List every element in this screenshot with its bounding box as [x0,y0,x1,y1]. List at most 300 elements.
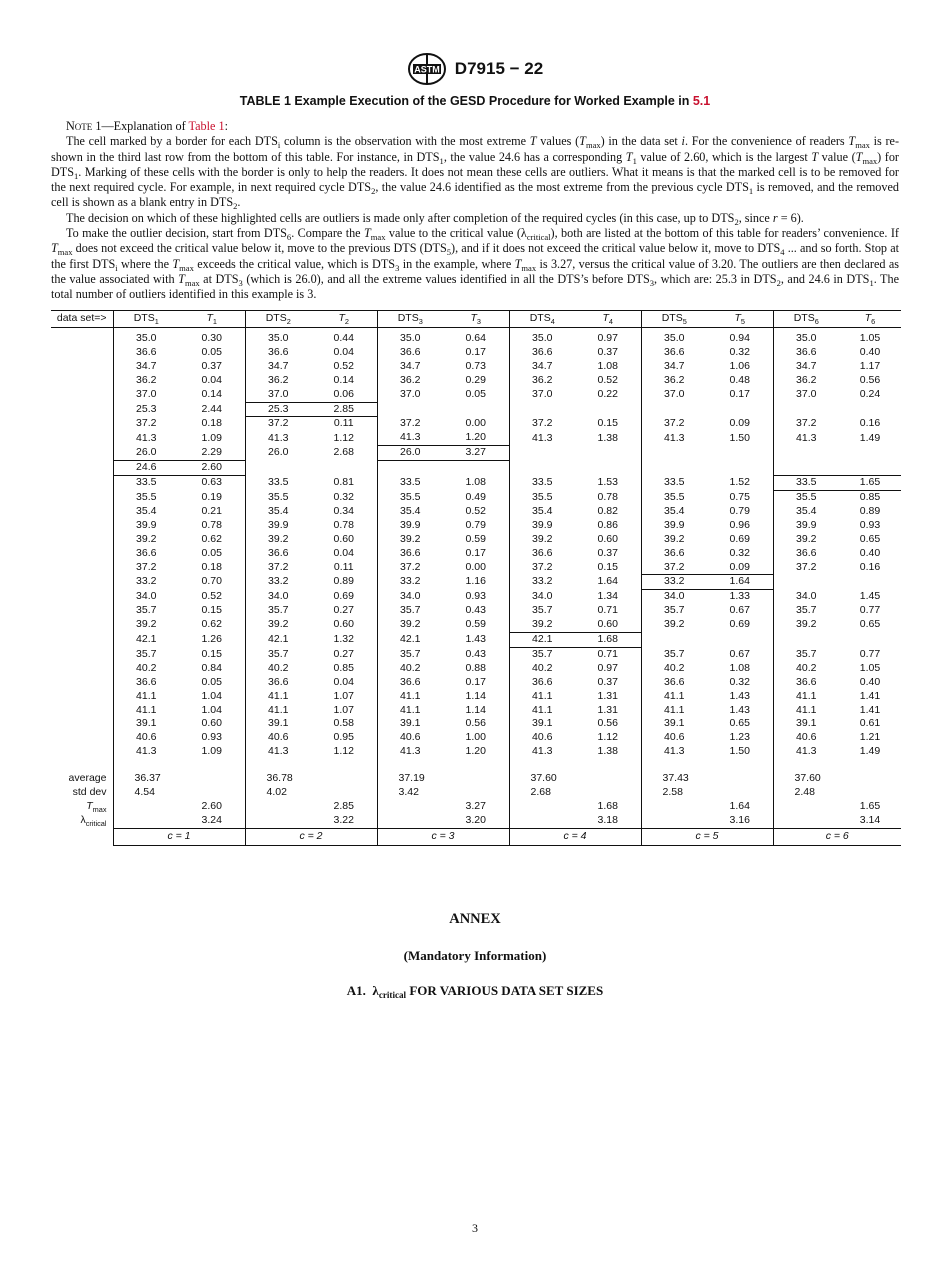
t-label-main: T [338,312,345,325]
dts-value-cell: 24.6 [113,461,179,476]
note-subscript: max [57,247,73,258]
dts-value-cell: 40.2 [113,662,179,676]
t-label-main: T [206,312,213,325]
summary-t-cell: 3.22 [333,813,354,826]
summary-t-cell: 3.14 [859,813,881,826]
t-value-cell: 0.77 [859,647,881,660]
t-value-cell: 0.77 [859,604,881,617]
row-label-cell [51,332,113,346]
t-value-cell: 0.30 [201,332,222,344]
t-value-cell: 1.49 [859,431,881,444]
dts-value-cell [509,402,575,417]
t-value-cell: 0.04 [333,675,354,688]
dts-label-sub: 4 [550,317,555,327]
dts-value-cell: 40.6 [641,731,707,745]
annex-title: ANNEX [449,911,501,927]
dts-label-sub: 1 [154,317,159,327]
dts-value-cell: 41.1 [377,704,443,718]
table-row [51,431,901,445]
dts-value-cell: 36.6 [113,547,179,561]
note-colon: : [224,119,228,133]
note-subscript: max [370,232,386,243]
dts-value-cell: 39.9 [641,519,707,533]
t-value-cell [707,461,773,476]
note-subscript: 2 [776,277,781,288]
table-row [51,547,901,561]
t-value-cell: 1.31 [597,703,618,716]
document-id: D7915 − 22 [454,59,544,78]
note-subscript: 3 [649,277,654,288]
summary-dts-cell: 4.54 [113,786,179,800]
t-value-cell: 0.00 [465,417,486,430]
svg-text:ASTM: ASTM [414,64,440,75]
t-value-cell: 1.00 [465,731,486,744]
dts-value-cell: 39.2 [509,618,575,632]
dts-value-cell: 34.0 [113,590,179,604]
row-label-cell [51,490,113,504]
t-label [602,312,613,327]
dts-header [773,311,839,328]
t-value-cell: 0.17 [729,387,750,400]
summary-t-cell: 3.16 [729,813,750,826]
t-value-cell: 0.27 [333,604,354,617]
summary-dts-cell [245,800,311,814]
t-value-cell: 0.18 [201,560,222,573]
table-row [51,717,901,731]
dts-value-cell: 35.7 [113,647,179,661]
t-value-cell: 0.05 [201,345,222,358]
average-row [51,772,901,786]
note-italic-term: T [529,134,537,149]
t-value-cell: 0.15 [201,647,222,660]
t-value-cell: 0.65 [729,717,750,730]
dts-value-cell: 37.0 [245,388,311,402]
dts-value-cell [773,446,839,461]
summary-t-cell: 1.64 [729,800,750,812]
cycle-cell: c = 3 [377,828,509,845]
t-value-cell: 1.43 [465,633,486,646]
table-row [51,590,901,604]
dts-value-cell: 39.9 [377,519,443,533]
cycle-cell: c = 1 [113,828,245,845]
dts-value-cell: 26.0 [113,446,179,461]
dts-value-cell: 35.7 [641,604,707,618]
t-value-cell [443,461,509,476]
t-value-cell: 1.09 [201,431,222,444]
row-label-cell [51,561,113,575]
dts-value-cell: 35.7 [773,604,839,618]
t-value-cell: 0.32 [729,675,750,688]
t-value-cell: 0.14 [333,373,354,386]
t-label-main: T [470,312,477,325]
summary-dts-cell: 37.43 [641,772,707,786]
cycle-cell: c = 4 [509,828,641,845]
dts-value-cell: 37.2 [641,417,707,431]
row-label-cell [51,575,113,590]
dts-value-cell: 40.2 [773,662,839,676]
tmax-symbol [86,800,106,812]
summary-t-cell [179,772,245,786]
table-row [51,604,901,618]
lambda-symbol-main: λ [80,814,86,827]
table-row [51,374,901,388]
t-value-cell [575,446,641,461]
summary-dts-cell: 3.42 [377,786,443,800]
t-value-cell: 1.14 [465,703,486,716]
t-value-cell: 0.71 [597,647,618,660]
note-italic-term: T [172,256,180,271]
t-value-cell: 0.81 [333,476,354,489]
t-value-cell: 0.37 [597,675,618,688]
note-italic-term: i [681,134,685,149]
dts-value-cell: 35.5 [509,490,575,504]
dts-value-cell [773,633,839,648]
note-text: ), and if it does not exceed the critical value below it, move to DTS [451,241,781,256]
dts-value-cell: 25.3 [113,402,179,417]
stddev-label: std dev [72,786,107,799]
row-label-cell [51,446,113,461]
t-value-cell: 0.60 [597,618,618,631]
note-italic-term: T [514,256,522,271]
summary-dts-cell [773,814,839,828]
dts-label [265,312,291,327]
t-value-cell: 0.93 [465,590,486,603]
note-text: at DTS [199,271,239,286]
spacer-row [51,759,901,772]
row-label-cell [51,417,113,431]
note-text: where the [117,256,173,271]
summary-dts-cell [245,814,311,828]
summary-dts-cell [641,800,707,814]
table-header-row [51,311,901,328]
summary-t-cell [311,772,377,786]
dts-value-cell: 36.6 [773,547,839,561]
t-value-cell: 1.41 [859,703,881,716]
note-subscript: 1 [748,186,754,197]
table-row [51,745,901,759]
spacer-cell [839,759,901,772]
dts-value-cell: 39.2 [377,618,443,632]
tmax-symbol-main: T [86,800,93,812]
dts-value-cell: 41.3 [641,431,707,445]
summary-dts-cell: 2.58 [641,786,707,800]
dts-value-cell: 42.1 [113,633,179,648]
t-value-cell: 0.61 [859,717,881,730]
dts-value-cell: 41.1 [509,704,575,718]
t-value-cell: 1.17 [859,359,881,372]
t-value-cell: 0.52 [465,504,486,517]
tmax-row [51,800,901,814]
row-label-header: data set=> [51,311,113,328]
dts-value-cell: 41.1 [377,690,443,704]
dts-header [641,311,707,328]
t-value-cell [839,633,901,648]
dts-value-cell: 26.0 [245,446,311,461]
t-value-cell [839,461,901,476]
gesd-data-table [51,310,901,846]
table-link[interactable]: Table 1 [188,119,225,133]
dts-value-cell: 40.6 [377,731,443,745]
t-value-cell: 0.56 [465,717,486,730]
dts-value-cell: 39.1 [377,717,443,731]
summary-t-cell [839,786,901,800]
dts-value-cell: 36.6 [773,676,839,690]
dts-value-cell [773,461,839,476]
table-row [51,402,901,417]
summary-dts-cell: 4.02 [245,786,311,800]
dts-header [509,311,575,328]
dts-value-cell: 36.2 [377,374,443,388]
t-value-cell: 0.11 [333,417,354,430]
lambda-label [51,814,113,828]
t-value-cell: 3.27 [443,446,509,461]
note-paragraph-4 [51,226,899,302]
t-value-cell: 0.88 [465,661,486,674]
t-value-cell: 0.19 [201,490,222,503]
t-value-cell: 0.09 [729,560,750,573]
t-value-cell [707,446,773,461]
note-italic-term: T [855,149,863,164]
dts-value-cell: 35.5 [113,490,179,504]
t-value-cell: 1.64 [707,575,773,590]
dts-value-cell: 35.0 [377,332,443,346]
dts-value-cell: 41.3 [509,431,575,445]
t-value-cell: 0.11 [333,560,354,573]
note-subscript: 2 [734,216,739,227]
dts-value-cell: 33.5 [509,476,575,491]
row-label-cell [51,717,113,731]
dts-label [661,312,687,327]
dts-value-cell: 35.7 [377,647,443,661]
dts-value-cell: 41.3 [245,745,311,759]
t-value-cell: 1.09 [201,745,222,758]
t-value-cell: 0.40 [859,546,881,559]
t-value-cell: 0.69 [333,590,354,603]
note-number: 1 [95,119,102,133]
note-text: is removed, and the removed cell is shown as a blank entry in DTS [51,180,899,210]
dts-value-cell: 42.1 [245,633,311,648]
dts-value-cell: 39.2 [245,533,311,547]
dts-value-cell: 35.0 [113,332,179,346]
dts-value-cell: 37.2 [509,561,575,575]
dts-value-cell: 33.5 [245,476,311,491]
dts-label [133,312,159,327]
t-value-cell: 1.23 [729,731,750,744]
summary-dts-cell [113,800,179,814]
dts-value-cell: 41.3 [245,431,311,445]
row-label-cell [51,374,113,388]
t-value-cell: 0.17 [465,546,486,559]
t-value-cell: 0.43 [465,647,486,660]
t-value-cell: 0.63 [201,476,222,489]
t-value-cell: 2.85 [311,402,377,417]
t-value-cell: 1.26 [201,633,222,646]
row-label-cell [51,633,113,648]
dts-value-cell: 41.3 [509,745,575,759]
summary-t-cell [443,772,509,786]
summary-t-cell [575,786,641,800]
dts-value-cell: 33.5 [773,476,839,491]
note-text: does not exceed the critical value below it, move to the previous DTS (DTS [72,241,447,256]
dts-value-cell [509,446,575,461]
t-value-cell: 0.09 [729,417,750,430]
summary-t-cell: 1.68 [597,800,618,812]
t-value-cell: 1.50 [729,431,750,444]
dts-value-cell: 36.6 [377,346,443,360]
dts-value-cell: 36.6 [641,676,707,690]
dts-value-cell [245,461,311,476]
t-value-cell [707,402,773,417]
dts-value-cell: 41.3 [773,745,839,759]
t-value-cell: 0.16 [859,417,881,430]
dts-value-cell: 36.6 [245,346,311,360]
t-value-cell: 0.60 [333,618,354,631]
t-label-sub: 6 [871,317,876,327]
t-value-cell: 0.94 [729,332,750,344]
note-subscript: 1 [869,277,874,288]
dts-value-cell: 35.4 [113,505,179,519]
dts-value-cell: 41.1 [773,690,839,704]
note-subscript: 1 [439,155,444,166]
summary-t-cell [707,772,773,786]
t-value-cell: 0.32 [729,546,750,559]
note-dash: —Explanation of [101,119,189,133]
dts-value-cell: 36.6 [245,676,311,690]
dts-value-cell: 40.6 [245,731,311,745]
row-label-cell [51,647,113,661]
dts-value-cell: 37.0 [641,388,707,402]
note-subscript: max [179,262,194,273]
dts-value-cell: 35.5 [773,490,839,504]
row-label-cell [51,431,113,445]
t-value-cell: 0.69 [729,618,750,631]
dts-value-cell: 33.5 [113,476,179,491]
t-value-cell: 1.05 [859,661,881,674]
t-value-cell: 0.29 [465,373,486,386]
note-text: is re-shown in the third last row from the bottom of this table. For instance, in DTS [51,134,899,164]
note-subscript: max [585,140,601,151]
t-label-sub: 2 [344,317,349,327]
section-link[interactable]: 5.1 [692,94,711,108]
table-row [51,533,901,547]
row-label-cell [51,662,113,676]
dts-value-cell: 35.7 [509,647,575,661]
t-value-cell: 0.65 [859,532,881,545]
note-text: values ( [536,134,580,149]
t-value-cell [707,633,773,648]
cycle-cell: c = 5 [641,828,773,845]
summary-t-cell [443,786,509,800]
row-label-cell [51,533,113,547]
average-label: average [68,772,107,785]
dts-label-main: DTS [133,312,155,325]
dts-value-cell: 34.7 [245,360,311,374]
note-subscript: 6 [286,232,292,243]
t-value-cell: 0.84 [201,661,222,674]
dts-value-cell: 36.2 [773,374,839,388]
dts-value-cell: 36.6 [377,676,443,690]
dts-value-cell: 37.2 [377,417,443,431]
t-label [864,312,876,327]
t-value-cell: 0.21 [201,504,222,517]
dts-value-cell: 41.1 [773,704,839,718]
dts-value-cell: 41.1 [113,690,179,704]
t-value-cell: 1.08 [729,661,750,674]
note-subscript: 3 [238,277,243,288]
t-value-cell: 0.05 [465,387,486,400]
note-subscript: max [184,277,200,288]
t-value-cell: 0.62 [201,532,222,545]
t-value-cell: 0.93 [201,731,222,744]
note-subscript: critical [526,232,551,243]
dts-value-cell: 37.2 [377,561,443,575]
t-header [179,311,245,328]
dts-value-cell: 41.1 [509,690,575,704]
dts-value-cell: 40.2 [377,662,443,676]
table-row [51,346,901,360]
summary-t-cell [179,786,245,800]
t-value-cell: 0.27 [333,647,354,660]
dts-value-cell: 39.2 [245,618,311,632]
note-text: . [237,195,241,210]
table-row [51,690,901,704]
dts-value-cell: 33.2 [245,575,311,590]
summary-t-cell: 1.65 [859,800,881,812]
note-text: ... and so forth. Stop at the first DTS [51,241,899,271]
dts-value-cell: 39.2 [641,618,707,632]
t-value-cell: 2.44 [201,402,222,415]
dts-value-cell: 34.0 [377,590,443,604]
row-label-cell [51,519,113,533]
dts-value-cell: 39.9 [113,519,179,533]
table-row [51,417,901,431]
note-text: in the example, where [399,256,515,271]
t-value-cell: 0.85 [859,490,881,503]
t-value-cell: 0.78 [597,490,618,503]
t-label-sub: 3 [476,317,481,327]
dts-label [529,312,555,327]
dts-value-cell: 40.2 [245,662,311,676]
dts-value-cell: 35.5 [377,490,443,504]
t-value-cell: 1.08 [597,359,618,372]
summary-t-cell [575,772,641,786]
t-value-cell: 0.82 [597,504,618,517]
note-text: ) in the data set [600,134,682,149]
summary-dts-cell [113,814,179,828]
summary-t-cell [839,772,901,786]
t-label-main: T [602,312,609,325]
table-row [51,575,901,590]
t-label [206,312,217,327]
dts-value-cell: 39.2 [773,618,839,632]
t-label [338,312,349,327]
dts-value-cell: 26.0 [377,446,443,461]
t-value-cell: 0.16 [859,560,881,573]
t-value-cell: 1.12 [333,431,354,444]
dts-value-cell: 33.2 [641,575,707,590]
t-label-main: T [734,312,741,325]
dts-value-cell: 35.5 [245,490,311,504]
dts-value-cell: 39.1 [641,717,707,731]
dts-value-cell: 36.6 [509,676,575,690]
dts-value-cell: 35.4 [773,505,839,519]
summary-dts-cell: 37.60 [773,772,839,786]
dts-value-cell: 37.2 [773,561,839,575]
t-value-cell: 1.21 [859,731,881,744]
note-italic-term: T [811,149,819,164]
t-value-cell: 0.69 [729,532,750,545]
row-label-cell [51,388,113,402]
